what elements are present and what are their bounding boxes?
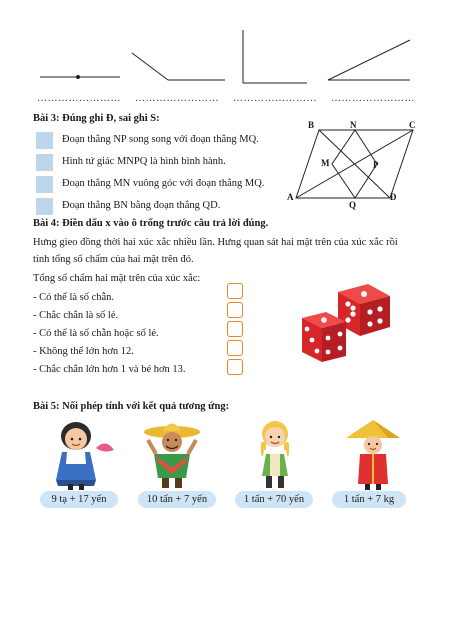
answer-label-2[interactable]: 10 tấn + 7 yến: [138, 491, 216, 508]
bai4-checkbox-2[interactable]: [227, 302, 243, 318]
bai4-option-1: - Có thể là số chẵn.: [33, 292, 115, 303]
label-A: A: [287, 192, 294, 202]
bai4-option-2: - Chắc chắn là số lẻ.: [33, 310, 119, 321]
label-P: P: [373, 160, 379, 170]
figure-obtuse-angle: [132, 53, 225, 80]
character-conical-hat-icon: [338, 418, 408, 490]
bai4-checkbox-5[interactable]: [227, 359, 243, 375]
bai3-answer-box-2[interactable]: [36, 154, 53, 171]
bai4-option-5: - Chắc chắn lớn hơn 1 và bé hơn 13.: [33, 364, 186, 375]
bai4-intro-2: tính tổng số chấm của hai mặt trên đó.: [33, 254, 194, 265]
answer-blank-3[interactable]: ……………………: [233, 93, 317, 104]
bai4-checkbox-3[interactable]: [227, 321, 243, 337]
bai3-answer-box-1[interactable]: [36, 132, 53, 149]
character-girl-fan-icon: [40, 418, 116, 490]
bai3-statement-3: Đoạn thẳng MN vuông góc với đoạn thẳng MQ.: [62, 178, 265, 189]
label-B: B: [308, 120, 315, 130]
dice-icon: [298, 282, 394, 368]
bai4-option-4: - Không thể lớn hơn 12.: [33, 346, 134, 357]
angle-figures: [30, 25, 420, 85]
bai3-statement-2: Hình tứ giác MNPQ là hình bình hành.: [62, 156, 226, 167]
answer-blank-4[interactable]: ……………………: [331, 93, 415, 104]
label-N: N: [350, 120, 357, 130]
label-Q: Q: [349, 200, 357, 210]
bai4-checkbox-1[interactable]: [227, 283, 243, 299]
bai5-title: Bài 5: Nối phép tính với kết quả tương ứng:: [33, 401, 230, 412]
bai4-option-3: - Có thể là số chẵn hoặc số lẻ.: [33, 328, 159, 339]
bai3-answer-box-3[interactable]: [36, 176, 53, 193]
label-D: D: [390, 192, 397, 202]
answer-label-3[interactable]: 1 tấn + 70 yến: [235, 491, 313, 508]
bai4-checkbox-4[interactable]: [227, 340, 243, 356]
label-M: M: [321, 158, 330, 168]
bai4-intro-1: Hưng gieo đồng thời hai xúc xắc nhiều lần. Hưng quan sát hai mặt trên của xúc xắc rồi: [33, 237, 398, 248]
figure-acute-angle: [328, 40, 410, 80]
bai3-statement-4: Đoạn thẳng BN bằng đoạn thẳng QD.: [62, 200, 221, 211]
answer-blank-2[interactable]: ……………………: [135, 93, 219, 104]
label-C: C: [409, 120, 416, 130]
character-sombrero-icon: [134, 418, 210, 490]
figure-right-angle: [243, 30, 307, 83]
answer-blank-1[interactable]: ……………………: [37, 93, 121, 104]
bai4-question: Tổng số chấm hai mặt trên của xúc xắc:: [33, 273, 201, 284]
answer-label-4[interactable]: 1 tấn + 7 kg: [332, 491, 406, 508]
parallelogram-figure: [285, 118, 420, 210]
bai3-answer-box-4[interactable]: [36, 198, 53, 215]
answer-label-1[interactable]: 9 tạ + 17 yến: [40, 491, 118, 508]
die-front: [302, 312, 346, 362]
bai3-title: Bài 3: Đúng ghi Đ, sai ghi S:: [33, 113, 160, 124]
bai3-statement-1: Đoạn thẳng NP song song với đoạn thẳng MQ.: [62, 134, 259, 145]
character-blonde-girl-icon: [240, 418, 310, 490]
bai4-title: Bài 4: Điền dấu x vào ô trống trước câu trả lời đúng.: [33, 218, 269, 229]
figure-straight-angle: [40, 75, 120, 79]
